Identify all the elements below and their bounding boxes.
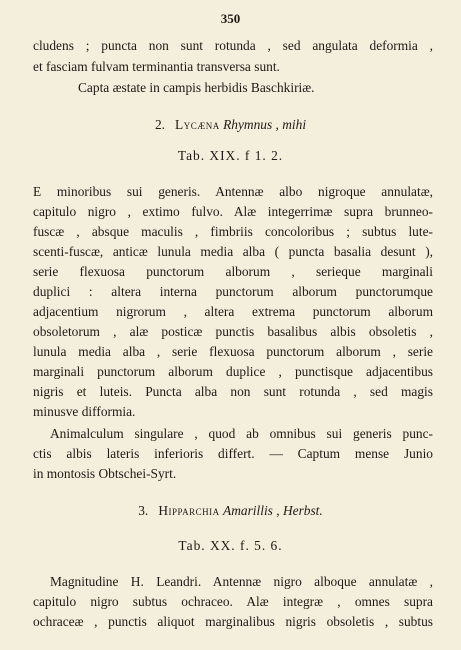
- plate-reference: Tab. XIX. f 1. 2.: [177, 148, 284, 163]
- text-line: E minoribus sui generis. Antennæ albo nigroque annulatæ,: [33, 184, 433, 199]
- capture-note: Capta æstate in campis herbidis Baschkiriæ.: [78, 80, 315, 95]
- text-line: lunula media alba , serie flexuosa punctorum alborum , serie: [33, 344, 433, 359]
- plate-reference: Tab. XX. f. 5. 6.: [178, 538, 283, 553]
- species-heading: [0, 117, 461, 133]
- species-number: 2.: [154, 117, 165, 132]
- species-author: Herbst.: [282, 503, 323, 518]
- text-line: Animalculum singulare , quod ab omnibus sui generis punc-: [50, 426, 433, 441]
- text-line: et fasciam fulvam terminantia transversa sunt.: [33, 59, 280, 74]
- text-line: ochraceæ , punctis aliquot marginalibus nigris obsoletis , subtus: [33, 614, 433, 629]
- text-line: obsoletorum , alæ posticæ punctis basalibus albis obsoletis ,: [33, 324, 433, 339]
- text-line: in montosis Obtschei-Syrt.: [33, 466, 177, 481]
- text-line: scenti-fuscæ, anticæ lunula media alba ( puncta basalia desunt ),: [33, 244, 433, 259]
- genus-name: Hipparchia: [158, 503, 220, 518]
- text-line: fuscæ , absque maculis , fimbriis concoloribus ; subtus lute-: [33, 224, 433, 239]
- species-author: mihi: [282, 117, 307, 132]
- text-line: cludens ; puncta non sunt rotunda , sed angulata deformia ,: [33, 38, 433, 53]
- species-heading: [0, 503, 461, 519]
- genus-name: Lycæna: [175, 117, 220, 132]
- text-line: marginali punctorum alborum duplice , punctisque adjacentibus: [33, 364, 433, 379]
- species-name: Rhymnus ,: [223, 117, 279, 132]
- page-number: 350: [220, 11, 241, 26]
- text-line: adjacentium nigrorum , altera extrema punctorum alborum: [33, 304, 433, 319]
- species-name: Amarillis ,: [223, 503, 280, 518]
- text-line: duplici : altera interna punctorum alborum punctorumque: [33, 284, 433, 299]
- text-line: capitulo nigro subtus ochraceo. Alæ integræ , omnes supra: [33, 594, 433, 609]
- text-line: serie flexuosa punctorum alborum , serieque marginali: [33, 264, 433, 279]
- text-line: capitulo nigro , extimo fulvo. Alæ integerrimæ supra brunneo-: [33, 204, 433, 219]
- text-line: minusve difformia.: [33, 404, 136, 419]
- species-number: 3.: [138, 503, 149, 518]
- text-line: Magnitudine H. Leandri. Antennæ nigro alboque annulatæ ,: [50, 574, 433, 589]
- text-line: nigris et luteis. Puncta alba non sunt rotunda , sed magis: [33, 384, 433, 399]
- text-line: ctis albis lateris inferioris differt. — Captum mense Junio: [33, 446, 433, 461]
